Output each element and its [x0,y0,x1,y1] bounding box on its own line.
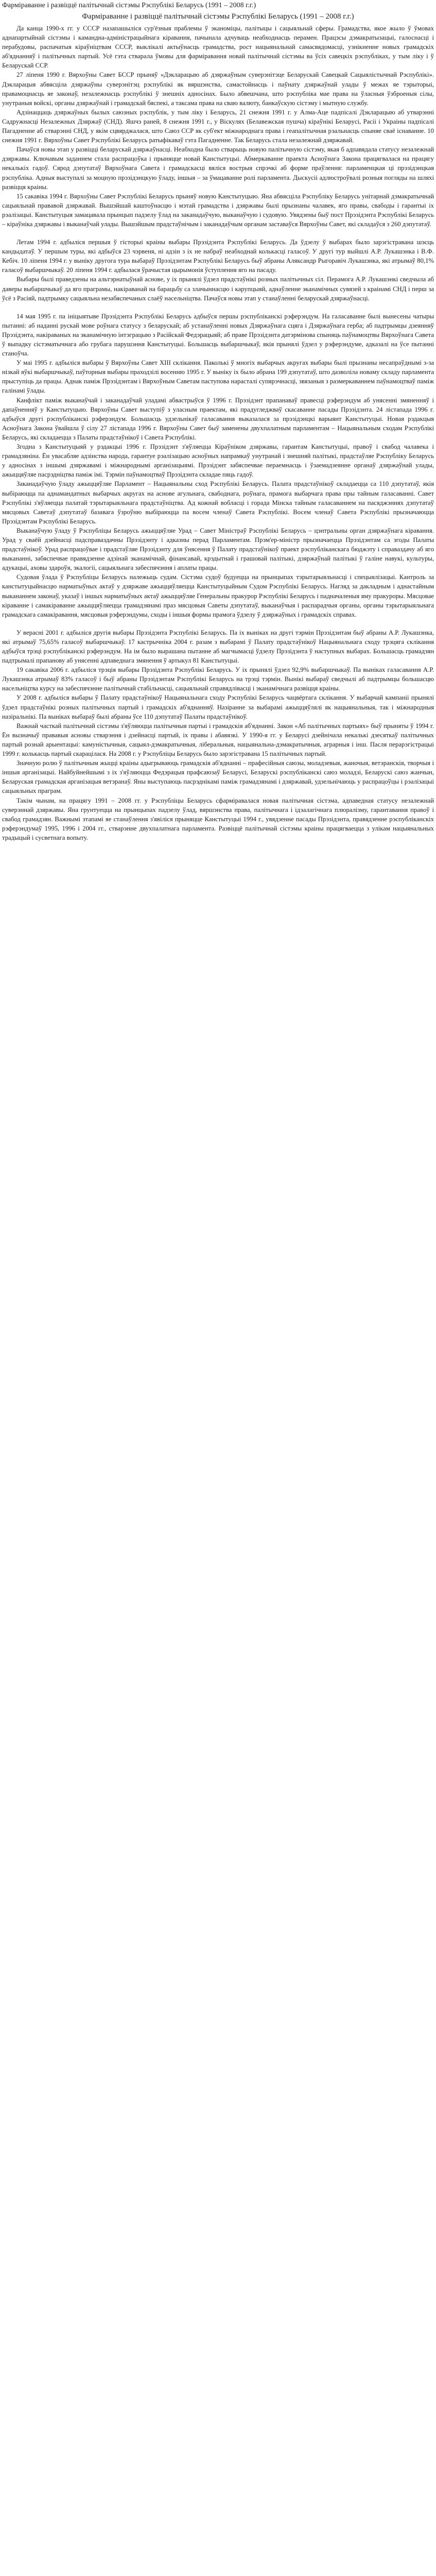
paragraph: 14 мая 1995 г. па ініцыятыве Прэзідэнта Рэспублікі Беларусь адбыўся першы рэспубліканскі рэферэндум. На галасаванне былі вынесены чатыры пытанні: аб наданні рускай мове роўнага статусу з беларускай; аб устанаўленні новых Дзяржаўнага сцяга і Дзяржаўнага герба; аб падтрымцы дзеянняў Прэзідэнта, накіраваных на эканамічную інтэграцыю з Расійскай Федэрацыяй; аб праве Прэзідэнта датэрмінова спыняць паўнамоцтвы Вярхоўнага Савета ў выпадку сістэматычнага або грубага парушэння Канстытуцыі. Большасць выбаршчыкаў, якія прынялі ўдзел у рэферэндуме, адказалі на ўсе пытанні станоўча. [2,312,434,358]
document-heading: Фарміраванне і развіццё палітычнай сістэмы Рэспублікі Беларусь (1991 – 2008 г.г.) [82,12,354,21]
paragraph: 19 сакавіка 2006 г. адбыліся трэція выбары Прэзідэнта Рэспублікі Беларусь. У іх прынялі ўдзел 92,9% выбаршчыкаў. Па выніках галасавання А.Р. Лукашэнка атрымаў 83% галасоў і быў абраны Прэзідэнтам Рэспублікі Беларусь на трэці тэрмін. Вынікі выбараў сведчылі аб падтрымцы большасцю насельніцтва курсу на забеспячэнне палітычнай стабільнасці, сацыяльнай справядлівасці і эканамічнага развіцця краіны. [2,666,434,692]
paragraph: 15 сакавіка 1994 г. Вярхоўны Савет Рэспублікі Беларусь прыняў новую Канстытуцыю. Яна абвясціла Рэспубліку Беларусь унітарнай дэмакратычнай сацыяльнай прававой дзяржавай. Вышэйшай каштоўнасцю і мэтай грамадства і дзяржавы былі прызнаны чалавек, яго правы, свабоды і гарантыі іх рэалізацыі. Канстытуцыя замацавала прынцып падзелу ўлад на заканадаўчую, выканаўчую і судовую. Увядзены быў пост Прэзідэнта Рэспублікі Беларусь – кіраўніка дзяржавы і выканаўчай улады. Вышэйшым прадстаўнічым і заканадаўчым органам заставаўся Вярхоўны Савет, які складаўся з 260 дэпутатаў. [2,192,434,228]
paragraph: У 2008 г. адбыліся выбары ў Палату прадстаўнікоў Нацыянальнага сходу Рэспублікі Беларусь чацвёртага склікання. У выбарчай кампаніі прынялі ўдзел прадстаўнікі розных палітычных партый і грамадскіх аб'яднанняў. Назіранне за выбарамі ажыццяўлялі як нацыянальныя, так і міжнародныя назіральнікі. Па выніках выбараў былі абраны ўсе 110 дэпутатаў Палаты прадстаўнікоў. [2,694,434,720]
paragraph: Судовая ўлада ў Рэспубліцы Беларусь належыць судам. Сістэма судоў будуецца на прынцыпах тэрытарыяльнасці і спецыялізацыі. Кантроль за канстытуцыйнасцю нарматыўных актаў у дзяржаве ажыццяўляецца Канстытуцыйным Судом Рэспублікі Беларусь. Нагляд за дакладным і аднастайным выкананнем законаў, указаў і іншых нарматыўных актаў ажыццяўляе Генеральны пракурор Рэспублікі Беларусь і падначаленыя яму пракуроры. Мясцовае кіраванне і самакіраванне ажыццяўляецца грамадзянамі праз мясцовыя Саветы дэпутатаў, выканаўчыя і распарадчыя органы, органы тэрытарыяльнага грамадскага самакіравання, мясцовыя рэферэндумы, сходы і іншыя формы прамога ўдзелу ў дзяржаўных і грамадскіх справах. [2,573,434,618]
paragraph: У маі 1995 г. адбыліся выбары ў Вярхоўны Савет XIII склікання. Паколькі ў многіх выбарчых акругах выбары былі прызнаны несапраўднымі з-за нізкай яўкі выбаршчыкаў, паўторныя выбары праходзілі восенню 1995 г. У выніку іх было абрана 199 дэпутатаў, што дазволіла новаму складу парламента прыступіць да працы. Аднак паміж Прэзідэнтам і Вярхоўным Саветам паступова нарасталі супярэчнасці, звязаныя з размеркаваннем паўнамоцтваў паміж галінамі ўлады. [2,359,434,395]
paragraph: 27 ліпеня 1990 г. Вярхоўны Савет БССР прыняў «Дэкларацыю аб дзяржаўным суверэнітэце Беларускай Савецкай Сацыялістычнай Рэспублікі». Дэкларацыя абвясціла дзяржаўны суверэнітэц рэспублікі як вяршэнства, самастойнасць і паўнату дзяржаўнай улады ў межах яе тэрыторыі, правамоцнасць яе законаў, незалежнасць рэспублікі ў знешніх адносінах. Было абвешчана, што рэспубліка мае права на ўласныя ўзброеныя сілы, унутраныя войскі, органы дзяржаўнай і грамадскай бяспекі, а таксама права на сваю валюту, банкаўскую сістэму і мытную службу. [2,71,434,107]
paragraph: Адзінаццаць дзяржаўных былых саюзных рэспублік, у тым ліку і Беларусь, 21 снежня 1991 г. у Алма-Аце падпісалі Дэкларацыю аб утварэнні Садружнасці Незалежных Дзяржаў (СНД). Яшчэ раней, 8 снежня 1991 г., у Віскулях (Белавежская пушча) кіраўнікі Беларусі, Расіі і Украіны падпісалі Пагадненне аб стварэнні СНД, у якім сцвярджалася, што Саюз ССР як суб'ект міжнароднага права і геапалітычная рэальнасць спыняе сваё існаванне. 10 снежня 1991 г. Вярхоўны Савет Рэспублікі Беларусь ратыфікаваў гэта Пагадненне. Так Беларусь стала незалежнай дзяржавай. [2,108,434,144]
document-top-title: Фарміраванне і развіццё палітычнай сістэмы Рэспублікі Беларусь (1991 – 2008 г.г.) [2,2,256,9]
section-3 [2,312,434,619]
paragraph: Згодна з Канстытуцыяй у рэдакцыі 1996 г. Прэзідэнт з'яўляецца Кіраўніком дзяржавы, гарантам Канстытуцыі, правоў і свабод чалавека і грамадзяніна. Ён увасабляе адзінства народа, гарантуе рэалізацыю асноўных напрамкаў унутранай і знешняй палітыкі, прадстаўляе Рэспубліку Беларусь у адносінах з іншымі дзяржавамі і міжнароднымі арганізацыямі. Прэзідэнт забяспечвае пераемнасць і ўзаемадзеянне органаў дзяржаўнай улады, ажыццяўляе пасрэдніцтва паміж імі. Тэрмін паўнамоцтваў Прэзідэнта складае пяць гадоў. [2,443,434,479]
section-2 [2,238,434,303]
document-page [0,0,436,844]
paragraph: Значную ролю ў палітычным жыцці краіны адыгрываюць грамадскія аб'яднанні – прафесійныя саюзы, моладзевыя, жаночыя, ветэранскія, творчыя і іншыя арганізацыі. Найбуйнейшымі з іх з'яўляюцца Федэрацыя прафсаюзаў Беларусі, Беларускі рэспубліканскі саюз моладзі, Беларускі саюз жанчын, Беларуская грамадская арганізацыя ветэранаў. Яны выступаюць пасрэднікамі паміж грамадзянамі і дзяржавай, удзельнічаюць у распрацоўцы і рэалізацыі сацыяльных праграм. [2,759,434,795]
paragraph: Да канца 1990-х гг. у СССР назапашыліся сур'ёзныя праблемы ў эканоміцы, палітыцы і сацыяльнай сферы. Грамадства, якое жыло ў ўмовах аднапартыйнай сістэмы і камандна-адміністрацыйнага кіравання, пачынала адчуваць неабходнасць перамен. Працэсы дэмакратызацыі, галоснасці і перабудовы, распачатыя кіраўніцтвам СССР, выклікалі актыўнасць грамадства, рост нацыянальнай самасвядомасці, узнікненне новых грамадскіх аб'яднанняў і палітычных партый. Усё гэта стварала ўмовы для фарміравання новай палітычнай сістэмы ва ўсіх савецкіх рэспубліках, у тым ліку і ў Беларускай ССР. [2,25,434,70]
section-gap [2,619,434,628]
paragraph: Пачаўся новы этап у развіцці беларускай дзяржаўнасці. Неабходна было стварыць новую палітычную сістэму, якая б адпавядала статусу незалежнай дзяржавы. Ключавым заданнем стала распрацоўка і прыняцце новай Канстытуцыі. Абмеркаванне праекта Асноўнага Закона працягвалася на працягу некалькіх гадоў. Сярод дэпутатаў Вярхоўнага Савета і грамадскасці вяліся вострыя спрэчкі аб форме праўлення: парламенцкая ці прэзідэнцкая рэспубліка. Адныя выступалі за моцную прэзідэнцкую ўладу, іншыя – за ўмацаванне ролі парламента. Дыскусіі адлюстроўвалі розныя погляды на шляхі развіцця краіны. [2,146,434,191]
section-gap [2,229,434,238]
section-1 [2,24,434,229]
paragraph: Заканадаўчую ўладу ажыццяўляе Парламент – Нацыянальны сход Рэспублікі Беларусь. Палата прадстаўнікоў складаецца са 110 дэпутатаў, якія выбіраюцца па аднамандатных выбарчых акругах на аснове агульнага, свабоднага, роўнага, прамога выбарчага права пры тайным галасаванні. Савет Рэспублікі з'яўляецца палатай тэрытарыяльнага прадстаўніцтва. Ад кожнай вобласці і горада Мінска тайным галасаваннем на пасяджэннях дэпутатаў мясцовых Саветаў дэпутатаў базавага ўзроўню выбіраюцца па восем членаў Савета Рэспублікі. Восем членаў Савета Рэспублікі прызначаюцца Прэзідэнтам Рэспублікі Беларусь. [2,480,434,525]
paragraph: Канфлікт паміж выканаўчай і заканадаўчай уладамі абвастрыўся ў 1996 г. Прэзідэнт прапанаваў правесці рэферэндум аб унясенні змяненняў і дапаўненняў у Канстытуцыю. Вярхоўны Савет выступіў з уласным праектам, які прадугледжваў скасаванне пасады Прэзідэнта. 24 лістапада 1996 г. адбыўся другі рэспубліканскі рэферэндум. Большасць удзельнікаў галасавання выказалася за прэзідэнцкі варыянт Канстытуцыі. Новая рэдакцыя Асноўнага Закона ўвайшла ў сілу 27 лістапада 1996 г. Вярхоўны Савет быў заменены двухпалатным парламентам – Нацыянальным сходам Рэспублікі Беларусь, які складаецца з Палаты прадстаўнікоў і Савета Рэспублікі. [2,396,434,441]
paragraph: Выбары былі праведзены на альтэрнатыўнай аснове, у іх прынялі ўдзел прадстаўнікі розных палітычных сіл. Перамога А.Р. Лукашэнкі сведчыла аб даверы выбаршчыкаў да яго праграмы, накіраванай на барацьбу са злачыннасцю і карупцыяй, аднаўленне эканамічных сувязей з краінамі СНД і перш за ўсё з Расіяй, падтрымку сацыяльна незабяспечаных слаёў насельніцтва. Пачаўся новы этап у станаўленні беларускай дзяржаўнасці. [2,276,434,302]
paragraph: Летам 1994 г. адбыліся першыя ў гісторыі краіны выбары Прэзідэнта Рэспублікі Беларусь. Да ўдзелу ў выбарах было зарэгістравана шэсць кандыдатаў. У першым туры, які адбыўся 23 чэрвеня, ні адзін з іх не набраў неабходнай колькасці галасоў. У другі тур выйшлі А.Р. Лукашэнка і В.Ф. Кебіч. 10 ліпеня 1994 г. у выніку другога тура выбараў Прэзідэнтам Рэспублікі Беларусь быў абраны Аляксандр Рыгоравіч Лукашэнка, які атрымаў 80,1% галасоў выбаршчыкаў. 20 ліпеня 1994 г. адбылася ўрачыстая цырымонія ўступлення яго на пасаду. [2,239,434,274]
paragraph: Важнай часткай палітычнай сістэмы з'яўляюцца палітычныя партыі і грамадскія аб'яднанні. Закон «Аб палітычных партыях» быў прыняты ў 1994 г. Ён вызначыў прававыя асновы стварэння і дзейнасці партый, іх правы і абавязкі. У 1990-я гг. у Беларусі дзейнічала некалькі дзесяткаў палітычных партый рознай арыентацыі: камуністычныя, сацыял-дэмакратычныя, ліберальныя, нацыянальна-дэмакратычныя, аграрныя і інш. Пасля перарэгістрацыі 1999 г. колькасць партый скарацілася. На 2008 г. у Рэспубліцы Беларусь было зарэгістравана 15 палітычных партый. [2,722,434,758]
section-gap [2,303,434,312]
paragraph: Выканаўчую ўладу ў Рэспубліцы Беларусь ажыццяўляе Урад – Савет Міністраў Рэспублікі Беларусь – цэнтральны орган дзяржаўнага кіравання. Урад у сваёй дзейнасці падсправаздачны Прэзідэнту і адказны перад Парламентам. Прэм'ер-міністр прызначаецца Прэзідэнтам са згоды Палаты прадстаўнікоў. Урад распрацоўвае і прадстаўляе Прэзідэнту для ўнясення ў Палату прадстаўнікоў праект рэспубліканскага бюджэту і справаздачу аб яго выкананні, забяспечвае правядзенне адзінай эканамічнай, фінансавай, крэдытнай і грашовай палітыкі, дзяржаўнай палітыкі ў галіне навукі, культуры, адукацыі, аховы здароўя, экалогіі, сацыяльнага забеспячэння і аплаты працы. [2,527,434,572]
paragraph: Такім чынам, на працягу 1991 – 2008 гг. у Рэспубліцы Беларусь сфарміравалася новая палітычная сістэма, адпаведная статусу незалежнай суверэннай дзяржавы. Яна грунтуецца на прынцыпах падзелу ўлад, вяршэнства права, палітычнага і ідэалагічнага плюралізму, гарантавання правоў і свабод грамадзян. Важнымі этапамі яе станаўлення з'явіліся прыняцце Канстытуцыі 1994 г., увядзенне пасады Прэзідэнта, правядзенне рэспубліканскіх рэферэндумаў 1995, 1996 і 2004 гг., стварэнне двухпалатнага парламента. Развіццё палітычнай сістэмы краіны працягваецца з улікам нацыянальных традыцый і сусветнага вопыту. [2,796,434,841]
section-4 [2,628,434,842]
paragraph: У верасні 2001 г. адбыліся другія выбары Прэзідэнта Рэспублікі Беларусь. Па іх выніках на другі тэрмін Прэзідэнтам быў абраны А.Р. Лукашэнка, які атрымаў 75,65% галасоў выбаршчыкаў. 17 кастрычніка 2004 г. разам з выбарамі ў Палату прадстаўнікоў Нацыянальнага сходу трэцяга склікання адбыўся трэці рэспубліканскі рэферэндум. На ім было вырашана пытанне аб магчымасці ўдзелу Прэзідэнта ў наступных выбарах. Большасць грамадзян падтрымалі прапанову аб унясенні адпаведнага змянення ў артыкул 81 Канстытуцыі. [2,629,434,665]
